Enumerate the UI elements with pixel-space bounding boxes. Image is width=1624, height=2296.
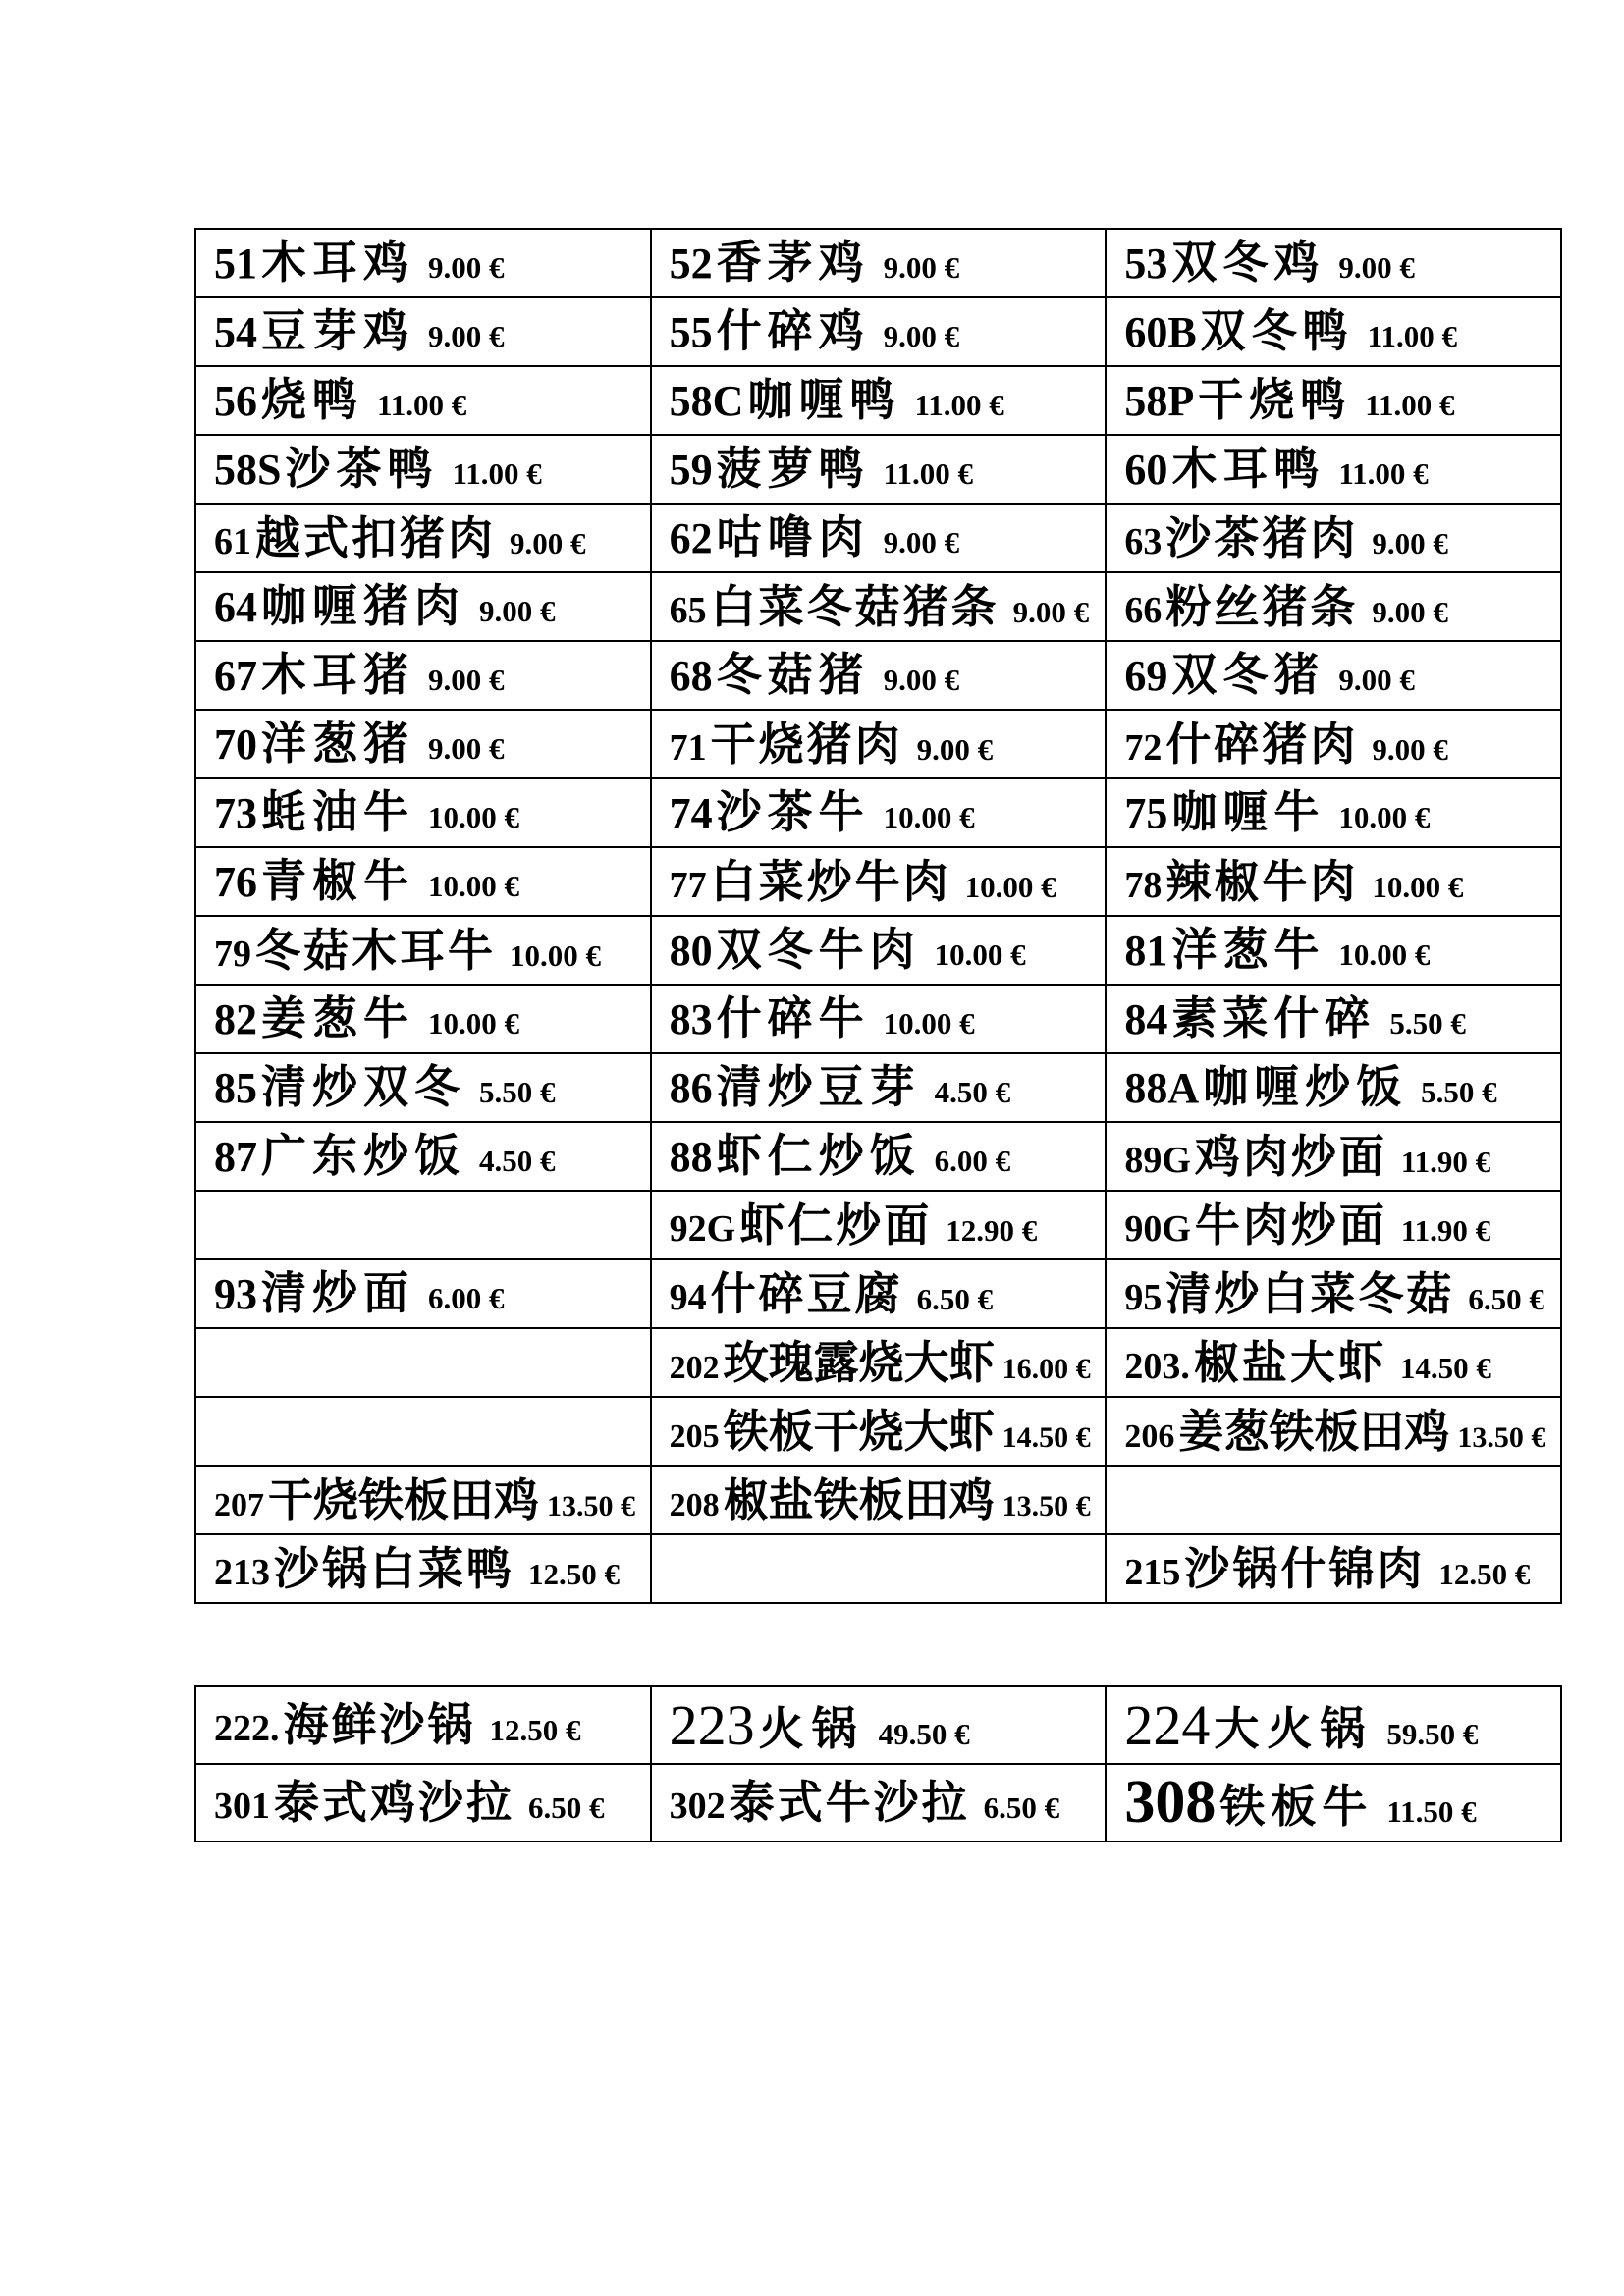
item-name: 辣椒牛肉 [1165,854,1359,908]
menu-table-main-row [195,435,1561,504]
item-number: 222. [214,1708,280,1750]
menu-table-main-row [195,710,1561,778]
item-number: 206 [1124,1417,1175,1455]
menu-item-cell [651,1259,1107,1328]
item-price: 16.00 € [1001,1352,1091,1385]
menu-item-cell [651,778,1107,847]
item-name: 清炒双冬 [261,1060,465,1114]
item-price: 11.00 € [914,388,1004,423]
item-price: 10.00 € [428,869,519,904]
item-price: 11.00 € [377,388,467,423]
item-number: 301 [214,1786,270,1828]
item-name: 火锅 [758,1701,865,1755]
menu-item-cell [195,504,651,572]
menu-table-main-row [195,297,1561,366]
item-price: 11.00 € [1365,388,1455,423]
item-number: 86 [669,1064,713,1113]
item-name: 泰式鸡沙拉 [274,1776,514,1830]
menu-table-main-row [195,504,1561,572]
item-number: 84 [1124,995,1168,1044]
item-name: 清炒面 [261,1266,414,1320]
item-name: 沙茶猪肉 [1165,510,1359,564]
menu-item-cell [651,847,1107,916]
item-number: 55 [669,308,713,357]
menu-item-cell [195,847,651,916]
item-number: 207 [214,1486,264,1523]
menu-item-cell [1106,1191,1561,1259]
item-number: 62 [669,514,713,563]
item-price: 9.00 € [883,525,960,561]
menu-table-main-row [195,1259,1561,1328]
menu-item-cell [195,985,651,1053]
menu-item-cell [195,710,651,778]
menu-item-cell [1106,1053,1561,1122]
item-price: 6.50 € [983,1790,1060,1826]
menu-item-cell [195,916,651,985]
item-price: 11.00 € [452,456,542,492]
item-name: 咖喱炒饭 [1203,1060,1408,1114]
menu-item-cell [1106,504,1561,572]
item-price: 10.00 € [1338,800,1431,835]
item-number: 63 [1124,520,1163,562]
item-name: 广东炒饭 [261,1129,465,1183]
item-name: 白菜冬菇猪条 [710,579,1000,633]
item-price: 10.00 € [510,937,601,973]
item-name: 沙锅白菜鸭 [274,1541,514,1595]
menu-item-cell [195,572,651,641]
menu-item-cell [651,710,1107,778]
menu-item-cell [651,1191,1107,1259]
item-number: 58C [669,377,744,426]
item-number: 60 [1124,446,1168,495]
menu-table-main-row [195,572,1561,641]
item-price: 12.50 € [528,1556,620,1591]
item-price: 10.00 € [883,1006,975,1041]
item-price: 9.00 € [479,594,556,629]
menu-table-main-row [195,229,1561,297]
item-number: 224 [1124,1692,1211,1757]
item-name: 香茅鸡 [716,236,870,290]
item-number: 213 [214,1551,270,1593]
item-number: 52 [669,240,713,289]
item-name: 虾仁炒面 [739,1198,933,1252]
item-name: 什碎猪肉 [1165,717,1359,771]
menu-item-cell [651,1764,1107,1842]
menu-item-cell [195,1686,651,1764]
item-name: 洋葱牛 [1171,923,1326,977]
menu-table-main-row [195,366,1561,435]
item-price: 5.50 € [1389,1006,1466,1041]
item-name: 大火锅 [1214,1701,1374,1755]
item-number: 60B [1124,308,1197,357]
item-price: 13.50 € [547,1489,635,1522]
item-name: 木耳猪 [261,648,414,702]
menu-item-cell [1106,1122,1561,1191]
item-number: 89G [1124,1139,1191,1181]
menu-table-hotpot-row [195,1686,1561,1764]
menu-item-cell [1106,916,1561,985]
item-number: 76 [214,858,257,907]
item-name: 干烧铁板田鸡 [268,1472,539,1526]
item-number: 208 [669,1486,720,1523]
item-number: 58S [214,446,282,495]
item-price: 9.00 € [883,663,960,698]
item-price: 10.00 € [428,800,519,835]
item-price: 9.00 € [1012,594,1090,629]
item-number: 302 [669,1786,726,1828]
item-number: 66 [1124,589,1163,631]
empty-cell [195,1397,651,1466]
menu-item-cell [195,1534,651,1603]
menu-table-main-row [195,985,1561,1053]
item-number: 72 [1124,726,1163,769]
menu-item-cell [651,435,1107,504]
item-price: 12.50 € [1438,1556,1531,1591]
item-name: 清炒豆芽 [716,1060,921,1114]
menu-item-cell [195,1122,651,1191]
item-price: 5.50 € [1421,1075,1497,1110]
menu-item-cell [1106,297,1561,366]
item-name: 牛肉炒面 [1194,1198,1387,1252]
item-price: 6.50 € [916,1281,994,1316]
item-price: 11.00 € [1367,319,1457,354]
item-name: 青椒牛 [261,854,414,908]
item-price: 9.00 € [510,525,586,561]
menu-item-cell [651,504,1107,572]
menu-item-cell [1106,1328,1561,1397]
item-number: 79 [214,933,251,975]
item-number: 83 [669,995,713,1044]
item-number: 70 [214,721,257,770]
item-number: 74 [669,789,713,838]
empty-cell [651,1534,1107,1603]
item-name: 咕噜肉 [716,510,870,564]
item-price: 13.50 € [1457,1420,1546,1454]
item-price: 10.00 € [964,869,1056,904]
item-number: 68 [669,652,713,701]
menu-item-cell [195,1466,651,1534]
item-price: 10.00 € [1338,937,1431,973]
menu-item-cell [195,1259,651,1328]
item-price: 6.00 € [428,1281,505,1316]
item-price: 6.50 € [528,1790,605,1826]
menu-item-cell [1106,1259,1561,1328]
menu-item-cell [1106,229,1561,297]
menu-item-cell [195,641,651,710]
menu-item-cell [651,641,1107,710]
item-name: 姜葱牛 [261,991,414,1045]
item-number: 78 [1124,864,1163,906]
item-number: 88 [669,1133,713,1182]
menu-table-main-row [195,1397,1561,1466]
item-name: 鸡肉炒面 [1194,1129,1387,1183]
item-price: 9.00 € [428,250,505,286]
item-price: 59.50 € [1386,1716,1479,1751]
menu-item-cell [195,1764,651,1842]
menu-item-cell [651,1686,1107,1764]
item-number: 223 [669,1692,755,1757]
item-number: 92G [669,1207,736,1250]
menu-item-cell [1106,1397,1561,1466]
item-price: 9.00 € [1338,250,1415,286]
menu-item-cell [1106,985,1561,1053]
item-price: 6.50 € [1468,1281,1544,1316]
empty-cell [195,1328,651,1397]
menu-item-cell [195,297,651,366]
item-number: 202 [669,1349,720,1386]
item-name: 清炒白菜冬菇 [1165,1266,1455,1320]
item-price: 11.50 € [1386,1794,1477,1830]
menu-item-cell [651,229,1107,297]
menu-item-cell [651,1466,1107,1534]
item-name: 姜葱铁板田鸡 [1178,1404,1450,1458]
item-number: 308 [1124,1769,1217,1837]
item-name: 玫瑰露烧大虾 [723,1335,995,1389]
empty-cell [195,1191,651,1259]
item-price: 10.00 € [1372,869,1464,904]
item-name: 双冬牛肉 [716,923,921,977]
item-number: 75 [1124,789,1168,838]
menu-table-main-row [195,1466,1561,1534]
item-number: 205 [669,1417,720,1455]
menu-item-cell [1106,641,1561,710]
item-number: 82 [214,995,257,1044]
item-number: 87 [214,1133,257,1182]
menu-table-main-row [195,1053,1561,1122]
item-price: 10.00 € [883,800,975,835]
item-number: 65 [669,589,707,631]
item-name: 椒盐大虾 [1193,1335,1386,1389]
menu-item-cell [195,435,651,504]
item-name: 冬菇木耳牛 [255,923,496,977]
item-price: 9.00 € [428,319,505,354]
menu-item-cell [651,1122,1107,1191]
menu-item-cell [1106,710,1561,778]
menu-item-cell [195,229,651,297]
menu-item-cell [651,297,1107,366]
item-number: 94 [669,1276,707,1318]
item-name: 什碎鸡 [716,304,870,358]
item-number: 215 [1124,1551,1181,1593]
item-price: 9.00 € [883,319,960,354]
item-name: 双冬鸡 [1171,236,1326,290]
item-price: 9.00 € [1372,525,1448,561]
menu-item-cell [1106,366,1561,435]
menu-table-main-row [195,847,1561,916]
item-number: 54 [214,308,257,357]
menu-item-cell [1106,435,1561,504]
item-price: 13.50 € [1001,1489,1091,1522]
menu-item-cell [195,778,651,847]
item-number: 88A [1124,1064,1200,1113]
menu-table-main-row [195,916,1561,985]
item-price: 11.90 € [1400,1144,1491,1179]
item-name: 干烧猪肉 [710,717,903,771]
menu-item-cell [651,916,1107,985]
item-number: 61 [214,520,251,562]
item-number: 85 [214,1064,257,1113]
item-name: 木耳鸡 [261,236,414,290]
item-number: 58P [1124,377,1195,426]
menu-table-hotpot [194,1685,1562,1842]
menu-table-main-row [195,1191,1561,1259]
item-number: 80 [669,927,713,976]
item-number: 203. [1124,1345,1190,1387]
item-number: 81 [1124,927,1168,976]
item-name: 素菜什碎 [1171,991,1377,1045]
item-price: 9.00 € [428,663,505,698]
menu-table-main-row [195,641,1561,710]
menu-item-cell [651,985,1107,1053]
item-number: 93 [214,1270,257,1319]
item-name: 蚝油牛 [261,785,414,839]
item-name: 干烧鸭 [1198,373,1352,427]
menu-item-cell [651,366,1107,435]
item-price: 12.90 € [946,1212,1038,1248]
item-name: 木耳鸭 [1171,442,1326,496]
menu-table-main-row [195,1328,1561,1397]
item-price: 10.00 € [934,937,1026,973]
item-name: 椒盐铁板田鸡 [723,1472,995,1526]
menu-item-cell [651,1053,1107,1122]
item-name: 海鲜沙锅 [283,1698,476,1752]
menu-item-cell [1106,1534,1561,1603]
item-name: 咖喱鸭 [747,373,901,427]
item-price: 9.00 € [883,250,960,286]
item-name: 沙锅什锦肉 [1184,1541,1426,1595]
menu-item-cell [1106,778,1561,847]
item-number: 64 [214,583,257,632]
item-price: 11.00 € [883,456,973,492]
item-price: 9.00 € [1372,594,1448,629]
item-name: 泰式牛沙拉 [729,1776,970,1830]
menu-table-main-row [195,1534,1561,1603]
item-number: 67 [214,652,257,701]
item-number: 69 [1124,652,1168,701]
item-price: 9.00 € [1338,663,1415,698]
item-name: 双冬鸭 [1200,304,1354,358]
item-price: 11.90 € [1400,1212,1491,1248]
item-price: 12.50 € [489,1713,581,1748]
item-number: 51 [214,240,257,289]
menu-item-cell [1106,847,1561,916]
item-name: 豆芽鸡 [261,304,414,358]
item-name: 虾仁炒饭 [716,1129,921,1183]
menu-item-cell [195,366,651,435]
item-name: 沙茶鸭 [285,442,439,496]
item-price: 9.00 € [916,731,994,767]
item-number: 53 [1124,240,1168,289]
menu-item-cell [195,1053,651,1122]
item-price: 9.00 € [428,731,505,767]
item-number: 56 [214,377,257,426]
item-price: 5.50 € [479,1075,556,1110]
item-number: 71 [669,726,707,769]
item-price: 11.00 € [1338,456,1429,492]
item-name: 沙茶牛 [716,785,870,839]
item-number: 73 [214,789,257,838]
item-name: 什碎豆腐 [710,1266,903,1320]
menu-item-cell [1106,1764,1561,1842]
menu-table-hotpot-row [195,1764,1561,1842]
item-number: 95 [1124,1276,1163,1318]
item-name: 铁板干烧大虾 [723,1404,995,1458]
item-price: 4.50 € [934,1075,1011,1110]
item-number: 59 [669,446,713,495]
item-name: 白菜炒牛肉 [710,854,951,908]
menu-table-main-row [195,1122,1561,1191]
menu-item-cell [651,1328,1107,1397]
menu-item-cell [651,572,1107,641]
empty-cell [1106,1466,1561,1534]
menu-table-main-row [195,778,1561,847]
item-name: 冬菇猪 [716,648,870,702]
item-name: 双冬猪 [1171,648,1326,702]
item-number: 77 [669,864,707,906]
item-name: 铁板牛 [1219,1780,1374,1834]
item-price: 14.50 € [1001,1420,1091,1454]
item-price: 6.00 € [934,1144,1011,1179]
item-price: 10.00 € [428,1006,519,1041]
menu-item-cell [1106,572,1561,641]
item-number: 90G [1124,1207,1191,1250]
menu-item-cell [651,1397,1107,1466]
item-name: 什碎牛 [716,991,870,1045]
item-name: 洋葱猪 [261,717,414,771]
item-name: 越式扣猪肉 [255,510,496,564]
item-name: 咖喱牛 [1171,785,1326,839]
item-price: 9.00 € [1372,731,1448,767]
item-name: 粉丝猪条 [1165,579,1359,633]
item-name: 烧鸭 [261,373,363,427]
item-price: 49.50 € [878,1716,970,1751]
menu-table-main [194,228,1562,1604]
item-price: 14.50 € [1399,1350,1491,1385]
menu-item-cell [1106,1686,1561,1764]
item-price: 4.50 € [479,1144,556,1179]
item-name: 菠萝鸭 [716,442,870,496]
item-name: 咖喱猪肉 [261,579,465,633]
